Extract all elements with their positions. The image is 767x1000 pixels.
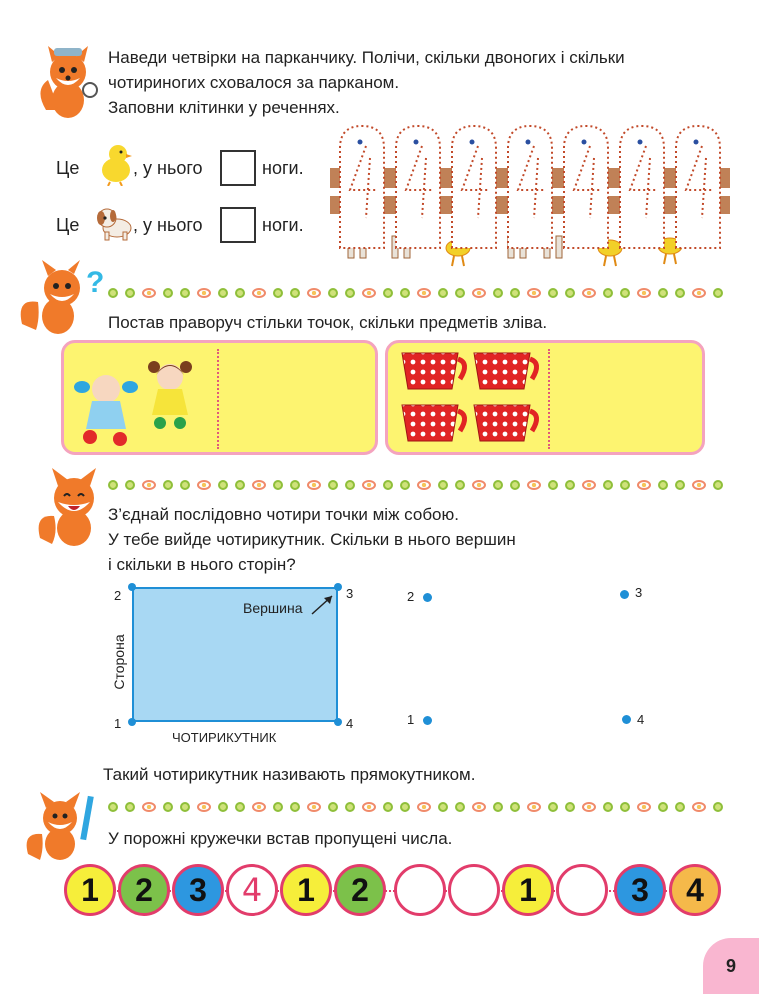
page-number: 9 xyxy=(703,938,759,994)
cup-1 xyxy=(402,353,465,389)
number-circle-empty[interactable] xyxy=(556,864,608,916)
shape-label: ЧОТИРИКУТНИК xyxy=(172,730,277,745)
number-circle-empty[interactable] xyxy=(448,864,500,916)
task1-line3: Заповни клітинки у реченнях. xyxy=(108,98,340,117)
fox-pencil-icon xyxy=(24,792,104,869)
number-circle: 4 xyxy=(669,864,721,916)
number-circle: 2 xyxy=(334,864,386,916)
doll-blue xyxy=(74,375,138,446)
task3-line2: У тебе вийде чотирикутник. Скільки в нього вершин xyxy=(108,530,516,549)
cup-4 xyxy=(474,405,537,441)
number-circle: 3 xyxy=(172,864,224,916)
task1-line2: чотириногих сховалося за парканом. xyxy=(108,73,400,92)
row1-prefix: Це xyxy=(56,158,80,178)
fox-question-icon xyxy=(18,258,108,343)
vertex-label: Вершина xyxy=(243,600,303,616)
cup-2 xyxy=(474,353,537,389)
side-label: Сторона xyxy=(111,634,127,690)
task3-line3: і скільки в нього сторін? xyxy=(108,555,296,574)
vertex-arrow-icon xyxy=(308,590,338,620)
chick-icon xyxy=(98,140,134,191)
dolls-panel xyxy=(61,340,378,455)
fox-laughing-icon xyxy=(36,468,108,553)
puppy-icon xyxy=(95,202,135,247)
svg-text:?: ? xyxy=(86,266,105,299)
cups-picture xyxy=(398,347,543,451)
fence-illustration xyxy=(330,118,740,273)
row2-suffix: ноги. xyxy=(262,215,304,235)
number-circle: 2 xyxy=(118,864,170,916)
number-circle: 1 xyxy=(64,864,116,916)
number-circle-empty[interactable] xyxy=(394,864,446,916)
vertex-4-dot xyxy=(334,718,342,726)
task2-instruction: Постав праворуч стільки точок, скільки предметів зліва. xyxy=(108,313,548,332)
point-label-4: 4 xyxy=(346,716,354,731)
practice-label-3: 3 xyxy=(635,585,643,600)
number-circle: 3 xyxy=(614,864,666,916)
vertex-2-dot xyxy=(128,583,136,591)
point-label-2: 2 xyxy=(114,588,122,603)
row2-prefix: Це xyxy=(56,215,80,235)
cup-3 xyxy=(402,405,465,441)
practice-label-2: 2 xyxy=(407,589,415,604)
row1-mid: , у нього xyxy=(133,158,203,178)
practice-label-4: 4 xyxy=(637,712,645,727)
practice-point-2[interactable] xyxy=(423,593,432,602)
row2-mid: , у нього xyxy=(133,215,203,235)
task1-line1: Наведи четвірки на парканчику. Полічи, скільки двоногих і скільки xyxy=(108,48,625,67)
number-circle: 1 xyxy=(502,864,554,916)
point-label-3: 3 xyxy=(346,586,354,601)
point-label-1: 1 xyxy=(114,716,122,731)
doll-brown xyxy=(148,361,192,429)
cups-panel xyxy=(385,340,705,455)
practice-point-4[interactable] xyxy=(622,715,631,724)
number-circle: 1 xyxy=(280,864,332,916)
decor-dot-row-2 xyxy=(108,480,723,490)
dolls-picture xyxy=(70,353,210,449)
practice-point-3[interactable] xyxy=(620,590,629,599)
number-circle: 4 xyxy=(226,864,278,916)
task4-instruction: У порожні кружечки встав пропущені числа. xyxy=(108,829,453,848)
task3-line1: З’єднай послідовно чотири точки між собою. xyxy=(108,505,459,524)
row1-answer-box[interactable] xyxy=(220,150,256,186)
row1-suffix: ноги. xyxy=(262,158,304,178)
vertex-1-dot xyxy=(128,718,136,726)
row2-answer-box[interactable] xyxy=(220,207,256,243)
task3-summary: Такий чотирикутник називають прямокутником. xyxy=(103,765,476,784)
decor-dot-row-1 xyxy=(108,288,723,298)
fence-pickets xyxy=(340,126,720,248)
practice-label-1: 1 xyxy=(407,712,415,727)
fox-detective-icon xyxy=(38,40,100,125)
decor-dot-row-3 xyxy=(108,802,723,812)
practice-point-1[interactable] xyxy=(423,716,432,725)
